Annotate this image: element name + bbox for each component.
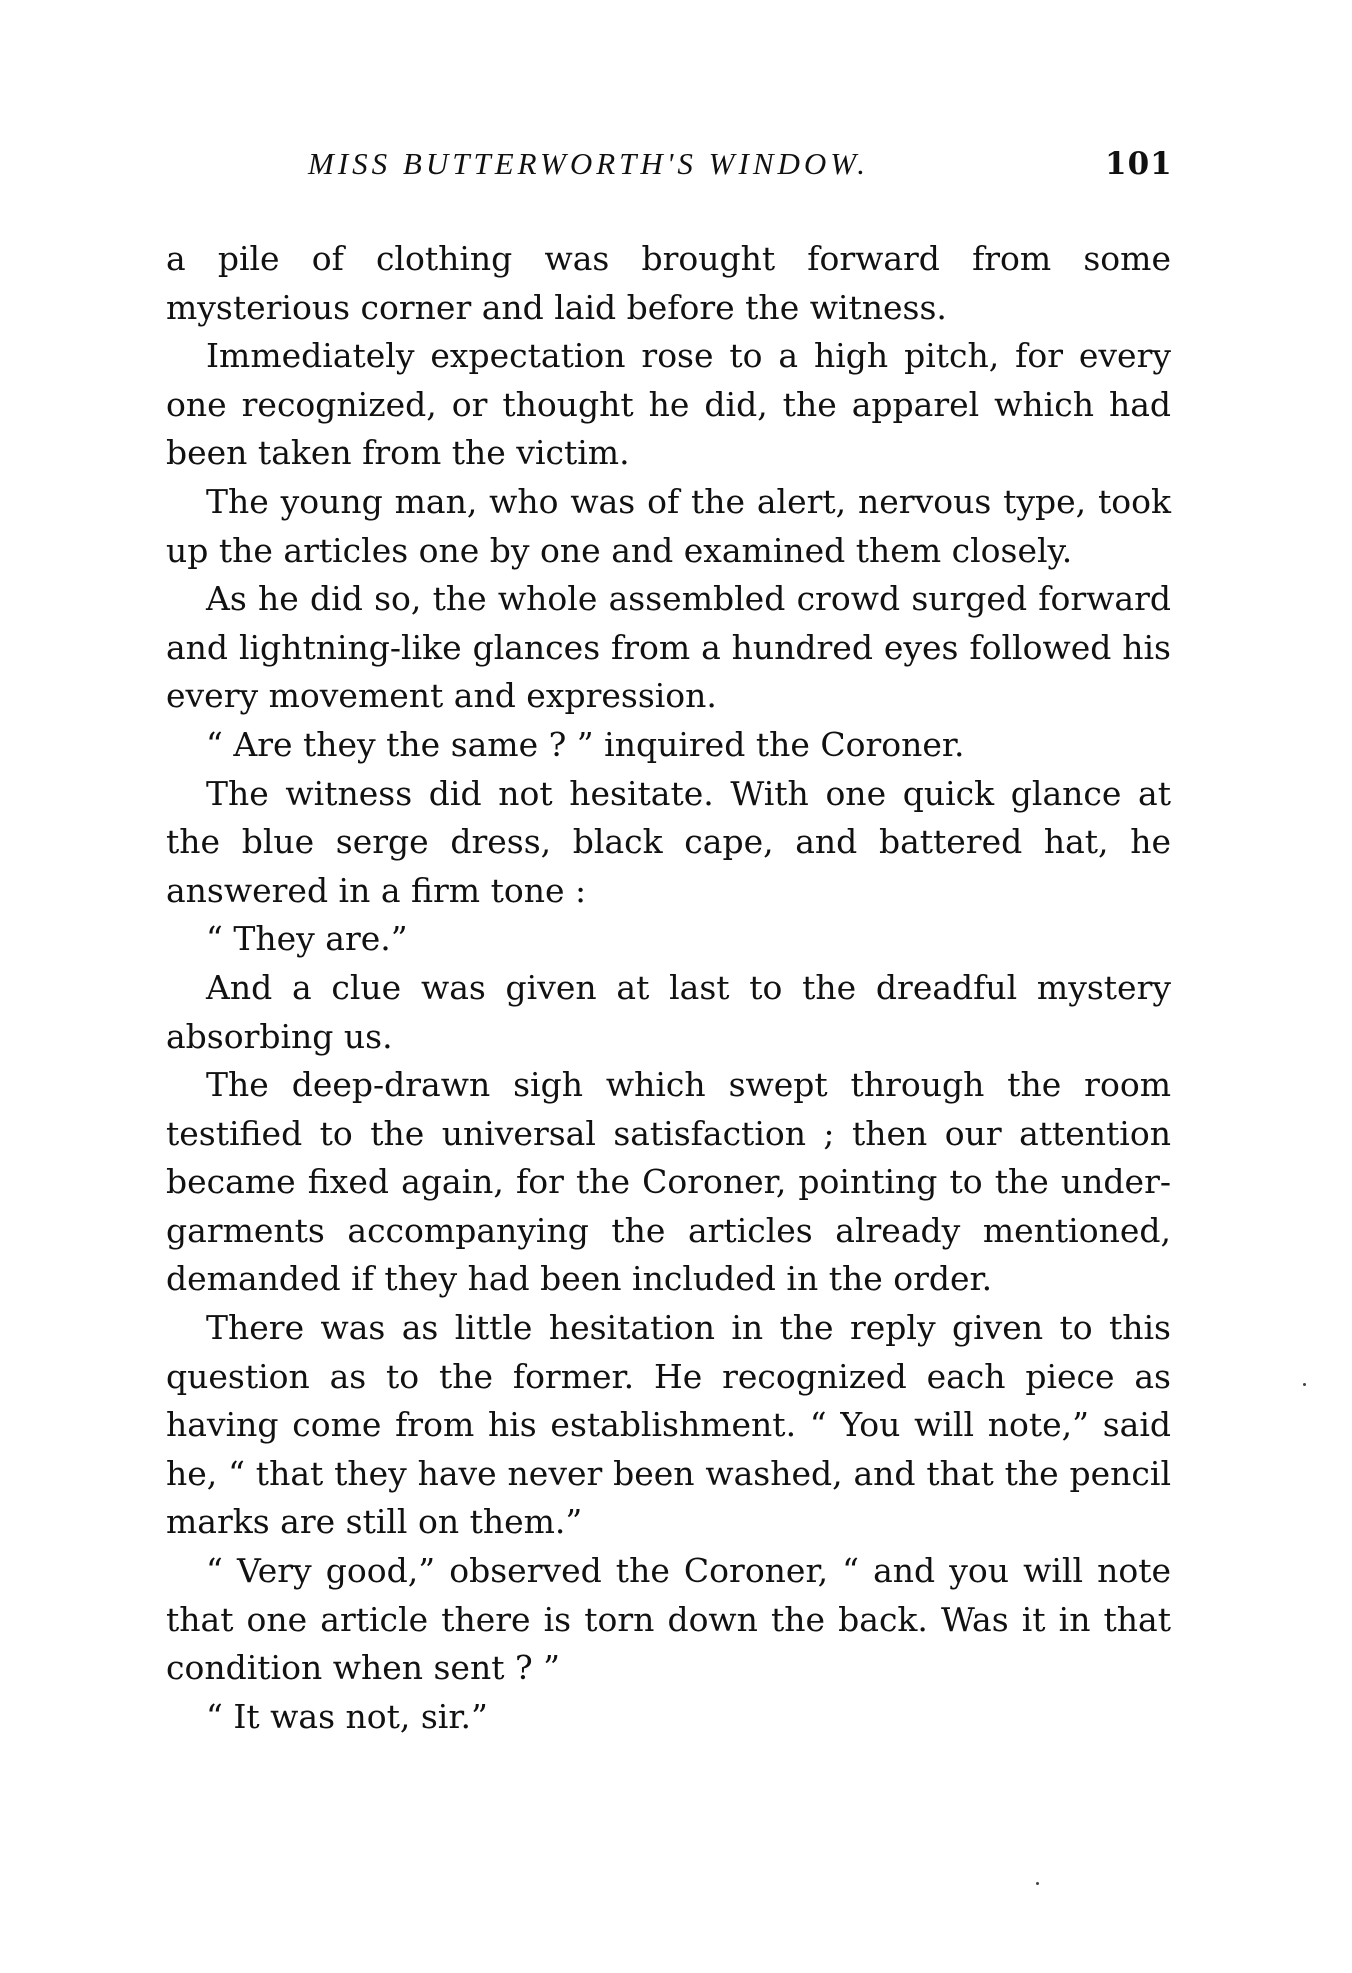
running-head <box>0 146 1352 196</box>
paragraph: The deep-drawn sigh which swept through the room testified to the universal satisfaction ; then our attention became fixed again, for the Coroner, pointing to the under-garments accompanying the articles already mentioned, demanded if they had been included in the order. <box>166 1065 1171 1299</box>
paragraph: As he did so, the whole assembled crowd surged forward and lightning-like glances from a hundred eyes followed his every movement and expression. <box>166 579 1171 716</box>
paper-speck <box>1036 1882 1039 1885</box>
paper-speck <box>1303 1383 1306 1386</box>
paragraph: And a clue was given at last to the dreadful mystery absorbing us. <box>166 967 1171 1056</box>
paragraph: The witness did not hesitate. With one quick glance at the blue serge dress, black cape, and battered hat, he answered in a firm tone : <box>166 773 1171 910</box>
page-number: 101 <box>1105 146 1173 182</box>
paragraph: “ Are they the same ? ” inquired the Coroner. <box>206 724 965 764</box>
paragraph: “ It was not, sir.” <box>206 1696 488 1736</box>
paragraph: “ Very good,” observed the Coroner, “ and you will note that one article there is torn down the back. Was it in that condition when sent ? ” <box>166 1551 1171 1688</box>
paragraph: The young man, who was of the alert, nervous type, took up the articles one by one and examined them closely. <box>166 481 1171 570</box>
paragraph: There was as little hesitation in the reply given to this question as to the former. He recognized each piece as having come from his establishment. “ You will note,” said he, “ that they have never been washed, and that the pencil marks are still on them.” <box>166 1308 1171 1542</box>
paragraph: Immediately expectation rose to a high pitch, for every one recognized, or thought he did, the apparel which had been taken from the victim. <box>166 336 1171 473</box>
running-title: MISS BUTTERWORTH'S WINDOW. <box>308 146 869 181</box>
body-text <box>166 235 1171 1741</box>
paragraph: “ They are.” <box>206 919 408 959</box>
paragraph: a pile of clothing was brought forward from some mysterious corner and laid before the witness. <box>166 239 1171 327</box>
